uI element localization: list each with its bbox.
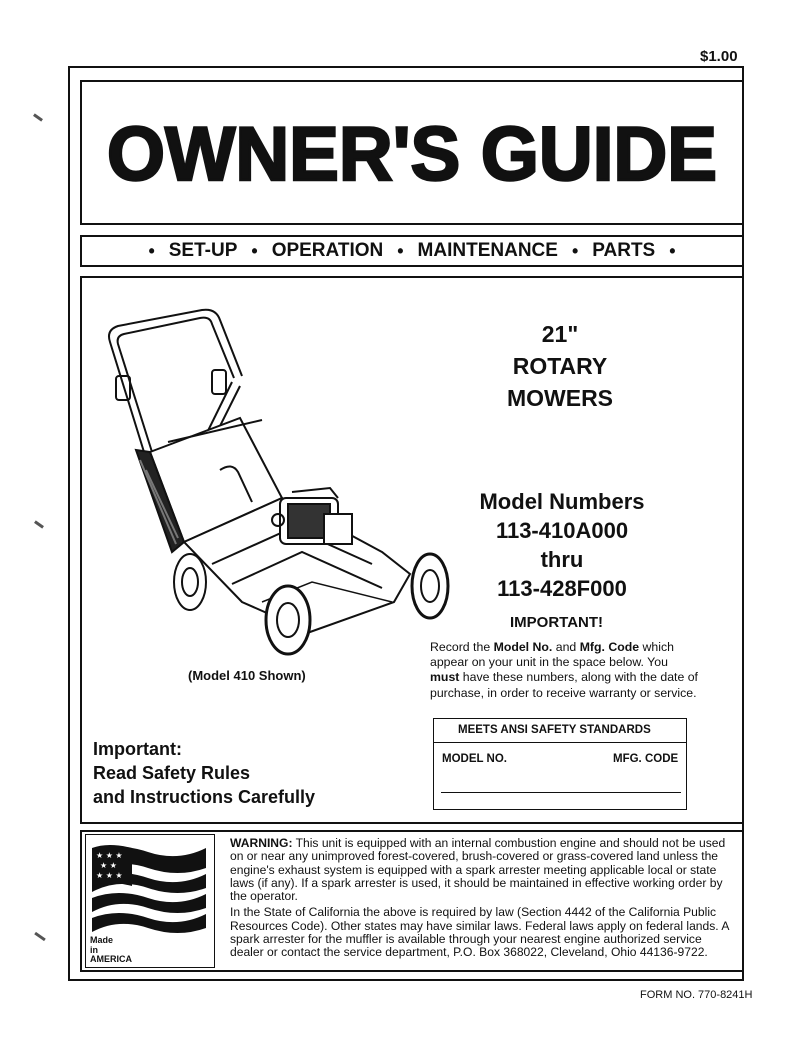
important-title: IMPORTANT! (510, 614, 604, 631)
bullet-icon: • (669, 240, 676, 261)
safety-notice (93, 737, 315, 809)
bullet-icon: • (251, 240, 258, 261)
form-number: FORM NO. 770-8241H (640, 989, 753, 1001)
product-heading (480, 318, 640, 414)
safety-line1: Important: (93, 739, 182, 759)
divider (433, 742, 687, 743)
california-notice: In the State of California the above is required by law (Section 4442 of the California Public Resources Code). Other states may have similar laws. Federal laws apply on federal lands. A spark arrester for the muffler is available through your nearest engine authorized service dealer or contact the service department, P.O. Box 368022, Cleveland, Ohio 44136-9722. (230, 905, 729, 960)
safety-line2: Read Safety Rules (93, 763, 251, 783)
important-text: Record the Model No. and Mfg. Code which appear on your unit in the space below. You must have these numbers, along with the date of purchase, in order to receive warranty or service. (430, 640, 698, 700)
scan-mark (33, 113, 43, 121)
product-size: 21" (541, 321, 579, 347)
record-line (441, 792, 681, 793)
svg-text:★ ★: ★ ★ (100, 861, 117, 870)
topic-operation: OPERATION (271, 240, 384, 261)
product-line2: ROTARY (512, 353, 608, 379)
topics-band (80, 235, 744, 267)
model-from: 113-410A000 (495, 518, 629, 543)
bullet-icon: • (148, 240, 155, 261)
price: $1.00 (700, 48, 738, 65)
american-flag-icon (88, 838, 212, 938)
title-logo (80, 92, 744, 212)
model-thru: thru (540, 547, 584, 572)
topic-setup: SET-UP (168, 240, 238, 261)
bullet-icon: • (397, 240, 404, 261)
warning-label: WARNING: (230, 836, 293, 850)
svg-text:★ ★ ★: ★ ★ ★ (96, 851, 123, 860)
mfg-code-label: MFG. CODE (613, 753, 679, 765)
topic-maintenance: MAINTENANCE (417, 240, 558, 261)
lawn-mower-illustration (92, 302, 456, 658)
warning-text: WARNING: This unit is equipped with an internal combustion engine and should not be used on or near any unimproved forest-covered, brush-covered or grass-covered land unless the engine's exhaust system is equipped with a spark arrester meeting applicable local or state laws (if any). If a spark arrester is used, it should be maintained in effective working order by the operator. In the State of California the above is required by law (Section 4442 of the California Public Resources Code). Other states may have similar laws. Federal laws apply on federal lands. A spark arrester for the muffler is available through your nearest engine authorized service dealer or contact the service department, P.O. Box 368022, Cleveland, Ohio 44136-9722. (230, 837, 738, 963)
model-label: Model Numbers (479, 489, 645, 514)
svg-text:★ ★ ★: ★ ★ ★ (96, 871, 123, 880)
scan-mark (34, 520, 44, 528)
model-numbers (462, 487, 662, 603)
product-line3: MOWERS (506, 385, 614, 411)
made-in-america: Made in AMERICA (90, 935, 132, 964)
bullet-icon: • (571, 240, 579, 261)
safety-line3: and Instructions Carefully (93, 787, 316, 807)
illustration-caption: (Model 410 Shown) (188, 668, 306, 683)
ansi-title: MEETS ANSI SAFETY STANDARDS (458, 724, 651, 736)
model-to: 113-428F000 (497, 576, 627, 601)
topic-parts: PARTS (592, 240, 656, 261)
title-text: OWNER'S GUIDE (107, 112, 717, 197)
model-no-label: MODEL NO. (442, 753, 507, 765)
scan-mark (34, 932, 46, 941)
